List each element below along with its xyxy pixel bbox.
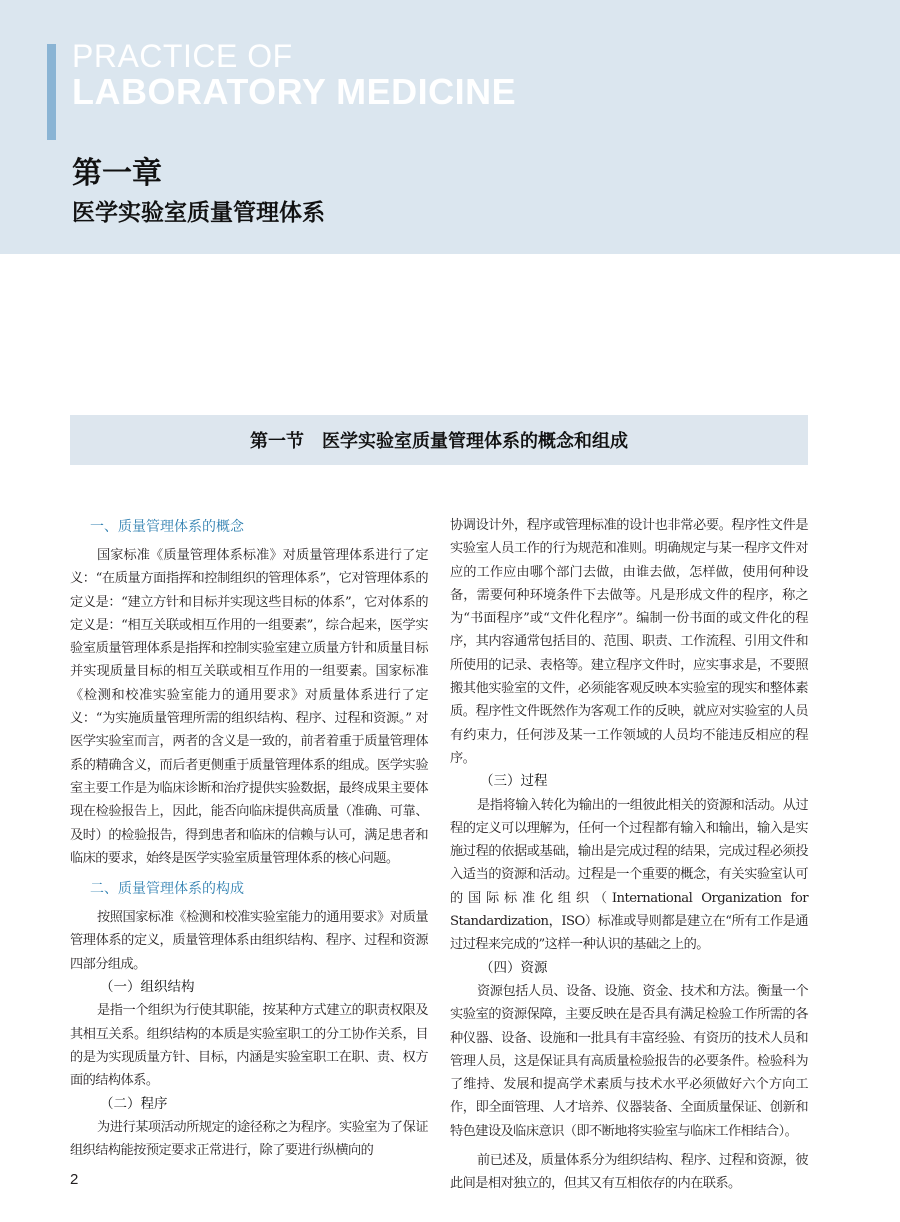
section-heading-box [70, 415, 808, 465]
subheading-procedure: （二）程序 [100, 1095, 168, 1112]
paragraph-procedure-start: 为进行某项活动所规定的途径称之为程序。实验室为了保证组织结构能按预定要求正常进行，除了要进行纵横向的 [70, 1119, 428, 1159]
paragraph-resources: 资源包括人员、设备、设施、资金、技术和方法。衡量一个实验室的资源保障，主要反映在是否具有满足检验工作所需的各种仪器、设备、设施和一批具有丰富经验、有资历的技术人员和管理人员，这是保证具有高质量检验报告的必要条件。检验科为了维持、发展和提高学术素质与技术水平必须做好六个方向工作，即全面管理、人才培养、仪器装备、全面质量保证、创新和特色建设及临床意识（即不断地将实验室与临床工作相结合）。 [450, 983, 808, 1139]
chapter-title: 医学实验室质量管理体系 [72, 200, 325, 226]
left-column [70, 512, 428, 1162]
section-title: 第一节 医学实验室质量管理体系的概念和组成 [250, 431, 628, 452]
page-number: 2 [70, 1171, 79, 1188]
paragraph-concept: 国家标准《质量管理体系标准》对质量管理体系进行了定义：“在质量方面指挥和控制组织的管理体系”，它对管理体系的定义是：“建立方针和目标并实现这些目标的体系”，它对体系的定义是：“相互关联或相互作用的一组要素”，综合起来，医学实验室质量管理体系是指挥和控制实验室建立质量方针和质量目标并实现质量目标的相互关联或相互作用的一组要素。国家标准《检测和校准实验室能力的通用要求》对质量体系进行了定义：“为实施质量管理所需的组织结构、程序、过程和资源。” 对医学实验室而言，两者的含义是一致的，前者着重于质量管理体系的精确含义，而后者更侧重于质量管理体系的组成。医学实验室主要工作是为临床诊断和治疗提供实验数据，最终成果主要体现在检验报告上，因此，能否向临床提供高质量（准确、可靠、及时）的检验报告，得到患者和临床的信赖与认可，满足患者和临床的要求，始终是医学实验室质量管理体系的核心问题。 [70, 548, 428, 866]
paragraph-organization: 是指一个组织为行使其职能，按某种方式建立的职责权限及其相互关系。组织结构的本质是实验室职工的分工协作关系，目的是为实现质量方针、目标，内涵是实验室职工在职、责、权方面的结构体系。 [70, 1003, 428, 1089]
heading-composition: 二、质量管理体系的构成 [90, 881, 244, 898]
paragraph-process: 是指将输入转化为输出的一组彼此相关的资源和活动。从过程的定义可以理解为，任何一个过程都有输入和输出，输入是实施过程的依据或基础，输出是完成过程的结果，完成过程必须投入适当的资源和活动。过程是一个重要的概念，有关实验室认可的国际标准化组织（International Organization for Standardization，ISO）标准或导则都是建立在“所有工作是通过过程来完成的”这样一种认识的基础之上的。 [450, 797, 808, 953]
paragraph-procedure-continued: 协调设计外，程序或管理标准的设计也非常必要。程序性文件是实验室人员工作的行为规范和准则。明确规定与某一程序文件对应的工作应由哪个部门去做，由谁去做，怎样做，使用何种设备，需要何种环境条件下去做等。凡是形成文件的程序，称之为“书面程序”或“文件化程序”。编制一份书面的或文件化的程序，其内容通常包括目的、范围、职责、工作流程、引用文件和所使用的记录、表格等。建立程序文件时，应实事求是，不要照搬其他实验室的文件，必须能客观反映本实验室的现实和整体素质。程序性文件既然作为客观工作的反映，就应对实验室的人员有约束力，任何涉及某一工作领域的人员均不能违反相应的程序。 [450, 518, 808, 766]
brand-line-2: LABORATORY MEDICINE [72, 71, 517, 112]
right-column [450, 514, 808, 1196]
accent-bar [47, 44, 56, 140]
header-band [0, 0, 900, 254]
brand-line-1: PRACTICE OF [72, 38, 293, 74]
subheading-process: （三）过程 [480, 773, 548, 790]
series-brand [72, 40, 516, 110]
paragraph-summary: 前已述及，质量体系分为组织结构、程序、过程和资源，彼此间是相对独立的，但其又有互相依存的内在联系。 [450, 1153, 808, 1192]
heading-concept: 一、质量管理体系的概念 [90, 519, 244, 535]
chapter-number: 第一章 [72, 156, 162, 191]
subheading-organization: （一）组织结构 [100, 979, 195, 996]
subheading-resources: （四）资源 [480, 959, 548, 976]
paragraph-composition: 按照国家标准《检测和校准实验室能力的通用要求》对质量管理体系的定义，质量管理体系由组织结构、程序、过程和资源四部分组成。 [70, 910, 428, 972]
